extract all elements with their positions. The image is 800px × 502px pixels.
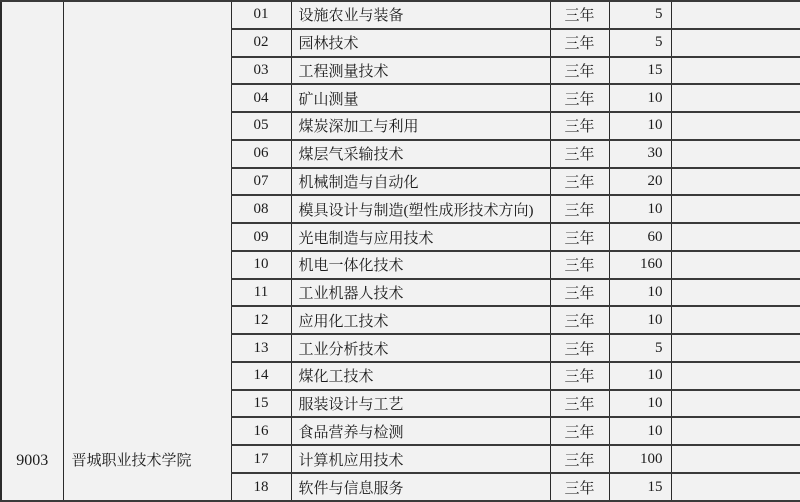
- plan-count-cell: 20: [609, 168, 671, 196]
- remark-cell: [671, 1, 800, 29]
- duration-cell: 三年: [550, 334, 609, 362]
- remark-cell: [671, 29, 800, 57]
- major-name-cell: 矿山测量: [291, 84, 550, 112]
- row-number-cell: 15: [231, 390, 291, 418]
- major-name-cell: 煤层气采输技术: [291, 140, 550, 168]
- remark-cell: [671, 473, 800, 501]
- plan-count-cell: 100: [609, 445, 671, 473]
- remark-cell: [671, 84, 800, 112]
- remark-cell: [671, 417, 800, 445]
- duration-cell: 三年: [550, 57, 609, 85]
- row-number-cell: 03: [231, 57, 291, 85]
- college-name-cell: 晋城职业技术学院: [63, 1, 231, 501]
- plan-count-cell: 10: [609, 417, 671, 445]
- duration-cell: 三年: [550, 390, 609, 418]
- table-row: [1, 1, 800, 29]
- row-number-cell: 13: [231, 334, 291, 362]
- duration-cell: 三年: [550, 306, 609, 334]
- row-number-cell: 18: [231, 473, 291, 501]
- duration-cell: 三年: [550, 417, 609, 445]
- major-name-cell: 工程测量技术: [291, 57, 550, 85]
- remark-cell: [671, 445, 800, 473]
- remark-cell: [671, 390, 800, 418]
- plan-count-cell: 10: [609, 362, 671, 390]
- college-code-cell: 9003: [1, 1, 63, 501]
- plan-count-cell: 10: [609, 390, 671, 418]
- remark-cell: [671, 251, 800, 279]
- plan-count-cell: 10: [609, 279, 671, 307]
- row-number-cell: 17: [231, 445, 291, 473]
- major-name-cell: 工业分析技术: [291, 334, 550, 362]
- plan-count-cell: 15: [609, 57, 671, 85]
- plan-count-cell: 5: [609, 334, 671, 362]
- duration-cell: 三年: [550, 84, 609, 112]
- duration-cell: 三年: [550, 279, 609, 307]
- duration-cell: 三年: [550, 29, 609, 57]
- major-name-cell: 计算机应用技术: [291, 445, 550, 473]
- major-name-cell: 设施农业与装备: [291, 1, 550, 29]
- major-name-cell: 机电一体化技术: [291, 251, 550, 279]
- plan-table-body: [1, 1, 800, 501]
- major-name-cell: 煤炭深加工与利用: [291, 112, 550, 140]
- duration-cell: 三年: [550, 195, 609, 223]
- row-number-cell: 12: [231, 306, 291, 334]
- plan-count-cell: 10: [609, 112, 671, 140]
- row-number-cell: 02: [231, 29, 291, 57]
- remark-cell: [671, 279, 800, 307]
- remark-cell: [671, 306, 800, 334]
- plan-count-cell: 10: [609, 306, 671, 334]
- duration-cell: 三年: [550, 223, 609, 251]
- remark-cell: [671, 362, 800, 390]
- plan-count-cell: 15: [609, 473, 671, 501]
- major-name-cell: 煤化工技术: [291, 362, 550, 390]
- row-number-cell: 05: [231, 112, 291, 140]
- major-name-cell: 食品营养与检测: [291, 417, 550, 445]
- remark-cell: [671, 168, 800, 196]
- major-name-cell: 机械制造与自动化: [291, 168, 550, 196]
- duration-cell: 三年: [550, 445, 609, 473]
- row-number-cell: 08: [231, 195, 291, 223]
- duration-cell: 三年: [550, 362, 609, 390]
- plan-count-cell: 5: [609, 1, 671, 29]
- remark-cell: [671, 140, 800, 168]
- duration-cell: 三年: [550, 140, 609, 168]
- row-number-cell: 07: [231, 168, 291, 196]
- plan-count-cell: 60: [609, 223, 671, 251]
- major-name-cell: 服装设计与工艺: [291, 390, 550, 418]
- plan-count-cell: 5: [609, 29, 671, 57]
- row-number-cell: 09: [231, 223, 291, 251]
- major-name-cell: 应用化工技术: [291, 306, 550, 334]
- remark-cell: [671, 112, 800, 140]
- duration-cell: 三年: [550, 473, 609, 501]
- row-number-cell: 10: [231, 251, 291, 279]
- plan-count-cell: 30: [609, 140, 671, 168]
- major-name-cell: 软件与信息服务: [291, 473, 550, 501]
- major-name-cell: 工业机器人技术: [291, 279, 550, 307]
- plan-count-cell: 10: [609, 84, 671, 112]
- major-name-cell: 园林技术: [291, 29, 550, 57]
- row-number-cell: 11: [231, 279, 291, 307]
- remark-cell: [671, 195, 800, 223]
- duration-cell: 三年: [550, 251, 609, 279]
- duration-cell: 三年: [550, 168, 609, 196]
- row-number-cell: 01: [231, 1, 291, 29]
- duration-cell: 三年: [550, 112, 609, 140]
- plan-count-cell: 10: [609, 195, 671, 223]
- remark-cell: [671, 57, 800, 85]
- row-number-cell: 14: [231, 362, 291, 390]
- major-name-cell: 模具设计与制造(塑性成形技术方向): [291, 195, 550, 223]
- row-number-cell: 06: [231, 140, 291, 168]
- remark-cell: [671, 334, 800, 362]
- row-number-cell: 04: [231, 84, 291, 112]
- major-name-cell: 光电制造与应用技术: [291, 223, 550, 251]
- remark-cell: [671, 223, 800, 251]
- duration-cell: 三年: [550, 1, 609, 29]
- plan-count-cell: 160: [609, 251, 671, 279]
- row-number-cell: 16: [231, 417, 291, 445]
